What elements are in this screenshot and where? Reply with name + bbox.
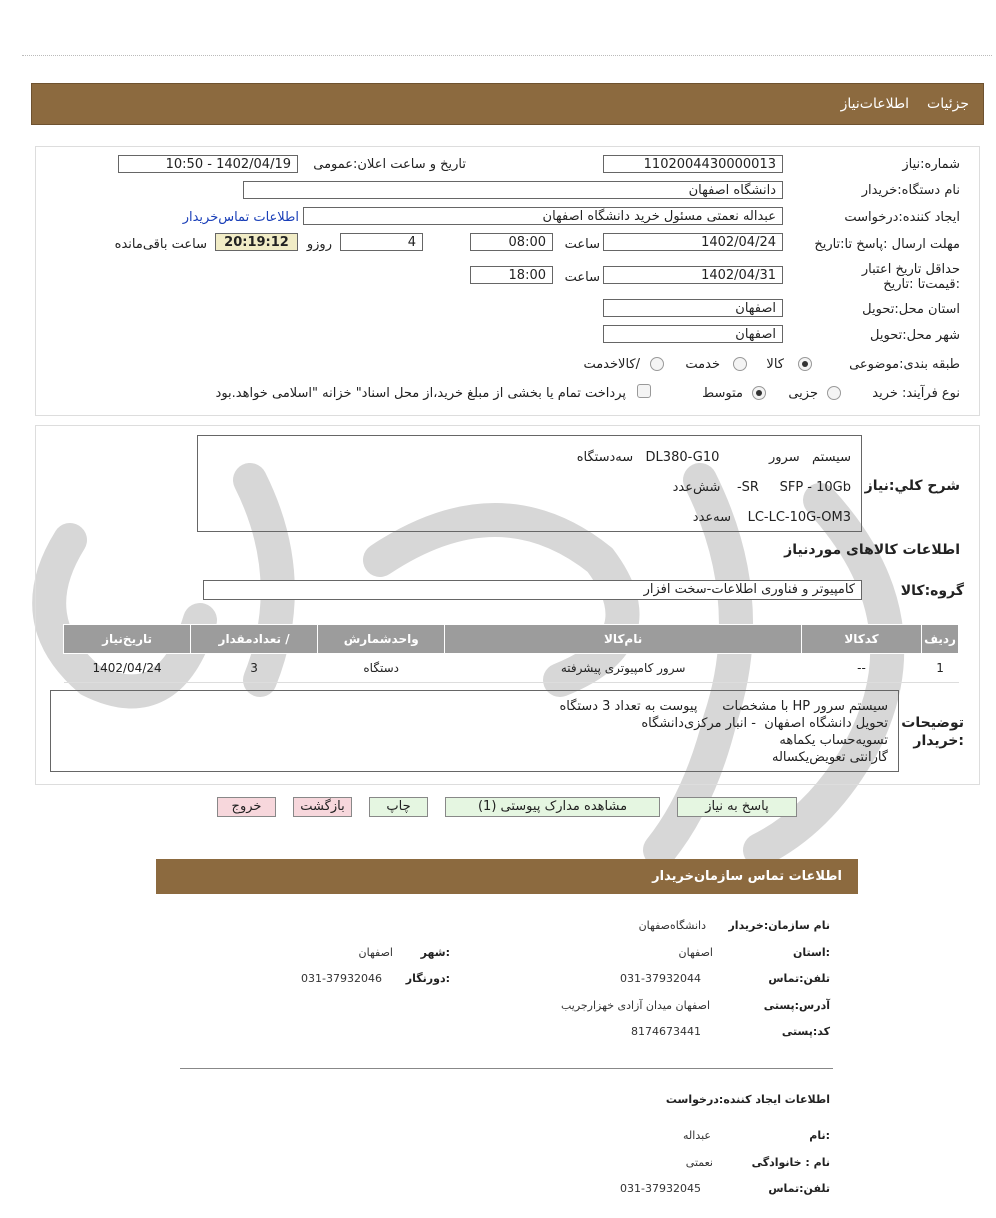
announce-label: تاریخ و ساعت اعلان:عمومی: [313, 157, 466, 172]
description-line: LC-LC-10G-OM3 سه‌عدد: [692, 510, 851, 525]
description-label: شرح کلي:نیاز: [864, 478, 960, 494]
print-button[interactable]: چاپ: [369, 797, 428, 817]
buyer-note-line: سیستم سرور HP با مشخصات پیوست به تعداد 3 دستگاه: [559, 699, 888, 714]
contact-divider: [180, 1068, 833, 1069]
requester-phone-label: تلفن:تماس: [768, 1182, 830, 1195]
category-radio-goods-service[interactable]: [650, 357, 664, 371]
cell-date: 1402/04/24: [64, 654, 191, 683]
cell-name: سرور کامپیوتری پیشرفته: [445, 654, 802, 683]
description-line: سیستم سرور DL380-G10 سه‌دستگاه: [576, 450, 851, 465]
contact-phone-value: 031-37932044: [620, 972, 701, 985]
days-field: 4: [340, 233, 423, 251]
description-box: [197, 435, 862, 532]
process-radio-medium[interactable]: [752, 386, 766, 400]
description-line: SR SFP - 10Gb- شش‌عدد: [672, 480, 851, 495]
remaining-label: ساعت باقی‌مانده: [114, 237, 207, 252]
city-label: شهر محل:تحویل: [870, 328, 960, 343]
contact-city-label: :شهر: [420, 946, 450, 959]
category-radio-service[interactable]: [733, 357, 747, 371]
col-code: کدکالا: [801, 625, 921, 654]
category-radio-goods[interactable]: [798, 357, 812, 371]
col-date: تاریخ‌نیاز: [64, 625, 191, 654]
buyer-note-line: تحویل دانشگاه اصفهان - انبار مرکزی‌دانشگاه: [641, 716, 888, 731]
province-field: اصفهان: [603, 299, 783, 317]
cell-row: 1: [922, 654, 959, 683]
validity-date-field: 1402/04/31: [603, 266, 783, 284]
tab-need-info[interactable]: اطلاعات‌نیاز: [840, 96, 909, 112]
requester-label: ایجاد کننده:درخواست: [844, 210, 960, 225]
buyer-note-line: تسویه‌حساب یکماهه: [779, 733, 888, 748]
buyer-note-line: گارانتی تعویض‌یکساله: [772, 750, 888, 765]
validity-hour-label: ساعت: [564, 270, 600, 285]
contact-province-label: :استان: [793, 946, 830, 959]
reply-button[interactable]: پاسخ به نیاز: [677, 797, 797, 817]
cell-unit: دستگاه: [318, 654, 445, 683]
org-value: دانشگاه‌صفهان: [638, 919, 706, 932]
goods-group-field: کامپیوتر و فناوری اطلاعات-سخت افزار: [203, 580, 862, 600]
requester-field: عبداله نعمتی مسئول خرید دانشگاه اصفهان: [303, 207, 783, 225]
attachments-button[interactable]: مشاهده مدارک پیوستی (1): [445, 797, 660, 817]
payment-note: پرداخت تمام یا بخشی از مبلغ خرید،از محل اسناد" خزانه "اسلامی خواهد.بود: [215, 386, 626, 401]
col-row: ردیف: [922, 625, 959, 654]
requester-name-label: :نام: [809, 1129, 830, 1142]
goods-group-label: گروه:کالا: [900, 583, 964, 599]
validity-time-field: 18:00: [470, 266, 553, 284]
contact-address-label: آدرس:پستی: [763, 999, 830, 1012]
buyer-notes-box: [50, 690, 899, 772]
requester-name-value: عبداله: [683, 1129, 711, 1142]
contact-fax-value: 031-37932046: [301, 972, 382, 985]
contact-province-value: اصفهان: [678, 946, 713, 959]
exit-button[interactable]: خروج: [217, 797, 276, 817]
need-number-label: شماره:نیاز: [902, 157, 960, 172]
category-label: طبقه بندی:موضوعی: [849, 357, 960, 372]
process-radio-partial[interactable]: [827, 386, 841, 400]
contact-postal-label: کد:پستی: [781, 1025, 830, 1038]
requester-family-value: نعمتی: [685, 1156, 713, 1169]
buyer-contact-link[interactable]: اطلاعات تماس‌خریدار: [182, 210, 299, 225]
category-option-service: خدمت: [685, 357, 720, 372]
buyer-org-field: دانشگاه اصفهان: [243, 181, 783, 199]
contact-fax-label: :دورنگار: [405, 972, 450, 985]
col-unit: واحدشمارش: [318, 625, 445, 654]
requester-info-header: اطلاعات ایجاد کننده:درخواست: [665, 1093, 830, 1106]
top-divider: [22, 55, 992, 56]
requester-phone-value: 031-37932045: [620, 1182, 701, 1195]
deadline-date-field: 1402/04/24: [603, 233, 783, 251]
contact-city-value: اصفهان: [358, 946, 393, 959]
contact-header-title: اطلاعات تماس سازمان‌خریدار: [652, 869, 842, 884]
buyer-notes-label: توضیحات :خریدار: [901, 715, 964, 749]
process-option-medium: متوسط: [702, 386, 743, 401]
info-header-bar: [31, 83, 984, 125]
cell-code: --: [801, 654, 921, 683]
deadline-time-field: 08:00: [470, 233, 553, 251]
back-button[interactable]: بازگشت: [293, 797, 352, 817]
process-label: نوع فرآیند: خرید: [872, 386, 960, 401]
process-option-partial: جزیی: [788, 386, 818, 401]
tab-details[interactable]: جزئیات: [927, 96, 969, 112]
col-qty: / تعدادمقدار: [191, 625, 318, 654]
buyer-org-label: نام دستگاه:خریدار: [861, 183, 960, 198]
contact-postal-value: 8174673441: [631, 1025, 701, 1038]
category-option-goods: کالا: [766, 357, 784, 372]
payment-checkbox[interactable]: [637, 384, 651, 398]
category-option-goods-service: /کالاخدمت: [583, 357, 640, 372]
contact-address-value: اصفهان میدان آزادی خهزارجریب: [560, 999, 710, 1012]
requester-family-label: نام : خانوادگی: [751, 1156, 830, 1169]
announce-field: 1402/04/19 - 10:50: [118, 155, 298, 173]
goods-section-title: اطلاعات کالاهای موردنیاز: [784, 542, 960, 558]
cell-qty: 3: [191, 654, 318, 683]
remaining-time-field: 20:19:12: [215, 233, 298, 251]
contact-header-bar: [156, 859, 858, 894]
goods-table: [63, 624, 959, 683]
table-header-row: [64, 625, 959, 654]
need-number-field: 1102004430000013: [603, 155, 783, 173]
contact-phone-label: تلفن:تماس: [768, 972, 830, 985]
org-label: نام سازمان:خریدار: [728, 919, 830, 932]
deadline-hour-label: ساعت: [564, 237, 600, 252]
province-label: استان محل:تحویل: [862, 302, 960, 317]
days-label: روزو: [306, 237, 332, 252]
col-name: نام‌کالا: [445, 625, 802, 654]
city-field: اصفهان: [603, 325, 783, 343]
table-row[interactable]: [64, 654, 959, 683]
deadline-label: مهلت ارسال :پاسخ تا:تاریخ: [814, 237, 960, 252]
min-validity-label: حداقل تاریخ اعتبار :قیمت‌تا :تاریخ: [861, 262, 960, 292]
